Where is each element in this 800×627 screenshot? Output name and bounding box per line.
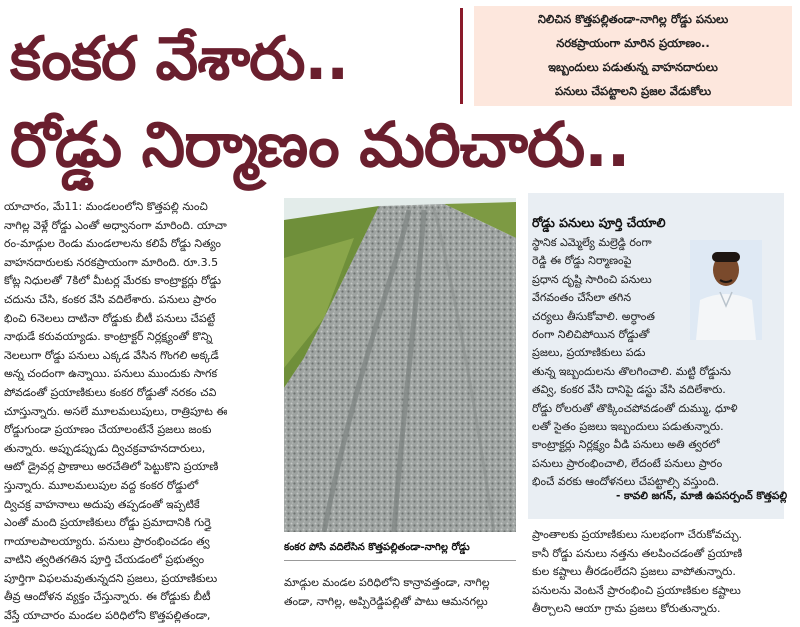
sidebar-line: తవ్వి, కంకర వేసి దానిపై డస్టు వేసి వదిలేశారు. <box>532 383 726 397</box>
summary-line: నరకప్రాయంగా మారిన ప్రయాణం.. <box>556 36 710 50</box>
sidebar-line: చర్యలు తీసుకోవాలి. అర్ధాంత <box>532 309 655 323</box>
article-line: వాహనదారులకు నరకప్రాయంగా మారింది. రూ.3.5 <box>4 255 219 269</box>
sidebar-line: వేగవంతం చేసేలా తగిన <box>532 291 632 305</box>
sidebar-line: కాంట్రాక్టర్లు నిర్లక్ష్యం వీడి పనులు అతి త్వరలో <box>532 438 720 452</box>
article-line: ప్రాంతాలకు ప్రయాణికులు సులభంగా చేరుకోవచ్చు. <box>532 528 743 541</box>
summary-box <box>474 6 792 106</box>
article-line: తీర్చాలని ఆయా గ్రామ ప్రజలు కోరుతున్నారు. <box>532 602 721 616</box>
article-line: తున్నారు. అప్పుడప్పుడు ద్విచక్రవాహనదారులు, <box>4 441 206 455</box>
sidebar-line: రోడ్డు రోలరుతో తొక్కించపోవడంతో దుమ్ము, ధూళి <box>532 401 738 415</box>
article-line: కోట్ల నిధులతో 7కిలో మీటర్ల మేరకు కాంట్రాక్టర్లు రోడ్డు <box>4 274 222 288</box>
sidebar-line: తున్న ఇబ్బందులను తొలగించాలి. మట్టి రోడ్డును <box>532 364 731 378</box>
article-column-3 <box>532 526 784 619</box>
sidebar-line: రంగా నిలిచిపోయిన రోడ్డుతో <box>532 328 650 342</box>
article-line: తండా, నాగిల్ల, అప్పిరెడ్డిపల్లితో పాటు ఆమనగల్లు <box>284 594 488 608</box>
sidebar-line: రెడ్డి ఈ రోడ్డు నిర్మాణంపై <box>532 254 632 268</box>
headline-line-1: కంకర వేశారు.. <box>10 24 349 94</box>
article-line: నాగిల్ల వెళ్లే రోడ్డు ఎంతో అధ్వానంగా మారింది. యాచా <box>4 218 227 232</box>
headline-line-2: రోడ్డు నిర్మాణం మరిచారు.. <box>10 108 630 181</box>
photo-caption: కంకర పోసి వదిలేసిన కొత్తపల్లితండా-నాగిల్ల రోడ్డు <box>284 542 470 553</box>
article-line: రోడ్డుగుండా ప్రయాణం చేయాలంటేనే ప్రజలు జంకు <box>4 423 212 437</box>
article-line: చదును చేసి, కంకర వేసి వదిలేశారు. పనులు ప్రారం <box>4 292 217 306</box>
article-line: గాయాలపాలయ్యారు. పనులు ప్రారంభించడం త్వ <box>4 534 210 548</box>
summary-line: నిలిచిన కొత్తపల్లితండా-నాగిల్ల రోడ్డు పనులు <box>537 12 729 26</box>
article-line: కుల కష్టాలు తీరడంలేదని ప్రజలు వాపోతున్నారు. <box>532 565 736 579</box>
article-line: నాథుడే కరువయ్యాడు. కాంట్రాక్టర్ నిర్లక్ష్యంతో కొన్ని <box>4 330 213 344</box>
article-line: రం-మాడ్గుల రెండు మండలాలను కలిపే రోడ్డు నిత్యం <box>4 237 221 251</box>
caption-separator <box>284 560 516 561</box>
sidebar-line: భించే వరకు ఆందోళనలు చేపట్టాల్సి వస్తుంది. <box>532 475 720 489</box>
article-line: స్తున్నారు. మూలమలుపుల వద్ద కంకర రోడ్డులో <box>4 478 199 492</box>
article-line: ఎంతో మంది ప్రయాణికులు రోడ్డు ప్రమాదానికి గుర్తై <box>4 516 211 530</box>
sidebar-line: పనులు ప్రారంభించాలి, లేదంటే పనులు ప్రారం <box>532 456 723 470</box>
article-line: వేస్తే యాచారం మండల పరిధిలోని కొత్తపల్లితండా, <box>4 609 211 623</box>
article-line: ద్విచక్ర వాహనాలు అదుపు తప్పడంతో ఇప్పటికే <box>4 497 200 511</box>
article-line: కానీ రోడ్డు పనులు నత్తను తలపించడంతో ప్రయాణి <box>532 546 743 560</box>
article-line: నెలలుగా రోడ్డు పనులు ఎక్కడ వేసిన గొంగలి అక్కడే <box>4 348 219 362</box>
article-line: వాటిని త్వరితగతిన పూర్తి చేయడంలో ప్రభుత్వం <box>4 553 205 567</box>
summary-line: ఇబ్బందులు పడుతున్న వాహనదారులు <box>548 60 718 74</box>
article-line: మాడ్గుల మండల పరిధిలోని కాన్రావత్తండా, నాగిల్ల <box>284 576 490 589</box>
article-line: అన్న చందంగా ఉన్నాయి. పనులు ముందుకు సాగక <box>4 367 218 381</box>
article-column-2 <box>284 574 520 611</box>
road-photo <box>284 198 516 532</box>
article-line: చూస్తున్నారు. అసలే మూలమలుపులు, రాత్రిపూట ఈ <box>4 404 228 418</box>
summary-line: పనులు చేపట్టాలని ప్రజల వేడుకోలు <box>554 84 712 98</box>
article-line: పోవడంతో ప్రయాణికులు కంకర రోడ్డుతో నరకం చవి <box>4 385 217 399</box>
article-column-1 <box>4 198 278 626</box>
article-line: పూర్తిగా విఫలమవుతున్నదని ప్రజలు, ప్రయాణికులు <box>4 571 218 585</box>
article-line: ఆటో డ్రైవర్ల ప్రాణాలు అరచేతిలో పెట్టుకొని ప్రయాణి <box>4 460 219 474</box>
sidebar-line: స్థానిక ఎమ్మెల్యే మల్రెడ్డి రంగా <box>532 236 652 249</box>
sidebar-text <box>532 234 784 492</box>
sidebar-signature: - కావలి జగన్, మాజీ ఉపసర్పంచ్ కొత్తపల్లి <box>616 490 788 502</box>
sidebar-line: ప్రజలు, ప్రయాణికులు పడు <box>532 346 646 360</box>
article-line: భించి 6నెలలు దాటినా రోడ్డుకు బీటీ పనులు చేపట్టే <box>4 311 216 325</box>
article-line: పనులను వెంటనే ప్రారంభించి ప్రయాణికుల కష్టాలు <box>532 583 741 597</box>
sidebar-line: ప్రధాన దృష్టి సారించి పనులు <box>532 272 652 286</box>
sidebar-line: లతో సైతం ప్రజలు ఇబ్బందులు పడుతున్నారు. <box>532 420 724 434</box>
article-line: తీవ్ర ఆందోళన వ్యక్తం చేస్తున్నారు. ఈ రోడ్డుకు బీటీ <box>4 590 211 604</box>
sidebar-title: రోడ్డు పనులు పూర్తి చేయాలి <box>532 215 666 230</box>
divider-line <box>460 8 463 104</box>
article-line: యాచారం, మే11: మండలంలోని కొత్తపల్లి నుంచి <box>4 200 208 213</box>
